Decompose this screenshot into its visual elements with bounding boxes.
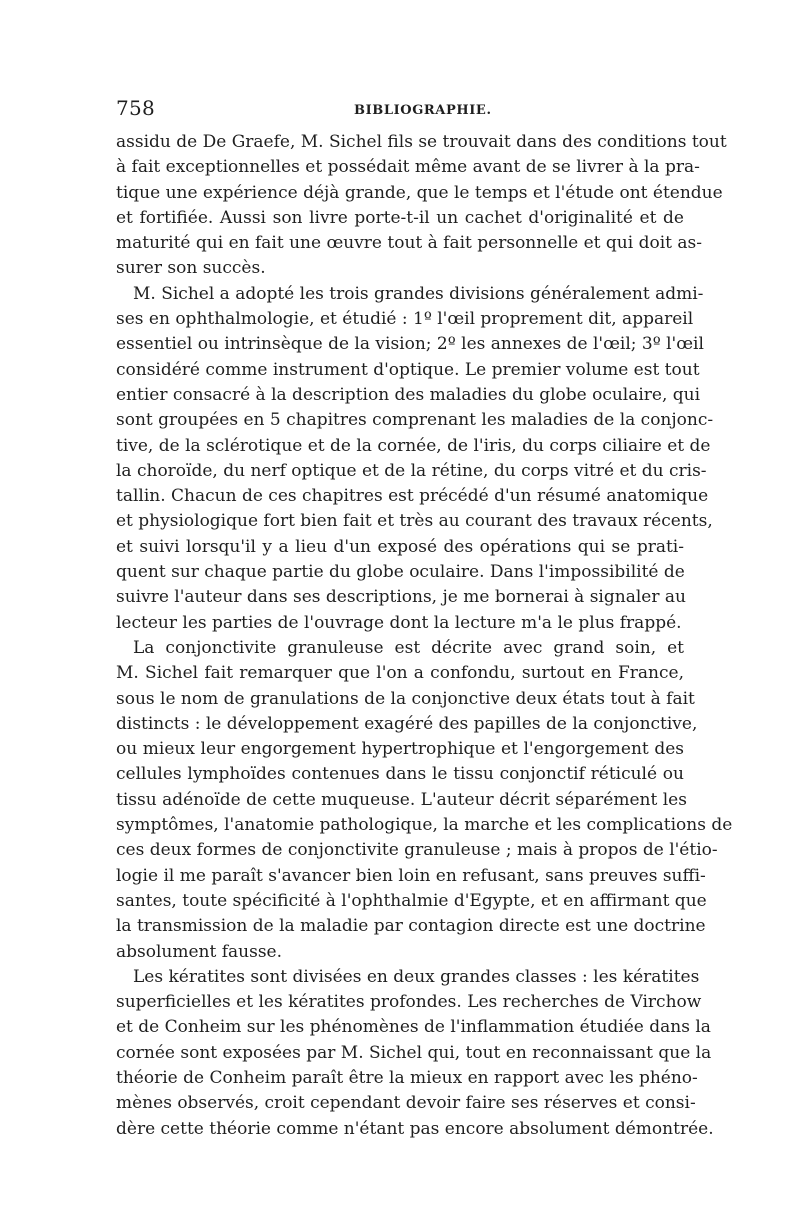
text-line: sous le nom de granulations de la conjonctive deux états tout à fait [116,688,695,709]
text-line: absolument fausse. [116,941,283,962]
text-line: et fortifiée. Aussi son livre porte-t-il un cachet d'originalité et de [116,207,684,228]
text-line: maturité qui en fait une œuvre tout à fait personnelle et qui doit as- [116,233,702,254]
text-line: entier consacré à la description des maladies du globe oculaire, qui [116,384,701,405]
text-line: mènes observés, croit cependant devoir faire ses réserves et consi- [116,1093,696,1114]
text-line: surer son succès. [116,258,266,279]
text-line: dère cette théorie comme n'étant pas encore absolument démontrée. [116,1118,714,1139]
text-line: La conjonctivite granuleuse est décrite avec grand soin, et [133,637,684,658]
text-line: ou mieux leur engorgement hypertrophique et l'engorgement des [116,739,684,760]
text-line: et de Conheim sur les phénomènes de l'inflammation étudiée dans la [116,1017,711,1038]
text-line: tallin. Chacun de ces chapitres est précédé d'un résumé anatomique [116,486,709,507]
text-line: tive, de la sclérotique et de la cornée, de l'iris, du corps ciliaire et de [116,435,711,456]
text-line: cellules lymphoïdes contenues dans le tissu conjonctif réticulé ou [116,764,684,785]
text-line: symptômes, l'anatomie pathologique, la marche et les complications de [116,815,733,836]
text-line: considéré comme instrument d'optique. Le premier volume est tout [116,359,700,380]
text-line: superficielles et les kératites profondes. Les recherches de Virchow [116,992,702,1013]
paragraph-1 [116,130,727,282]
text-line: assidu de De Graefe, M. Sichel fils se trouvait dans des conditions tout [116,132,727,152]
text-line: la transmission de la maladie par contagion directe est une doctrine [116,916,706,937]
text-line: M. Sichel fait remarquer que l'on a confondu, surtout en France, [116,663,684,684]
text-line: lecteur les parties de l'ouvrage dont la lecture m'a le plus frappé. [116,612,682,633]
page-header [116,96,684,130]
book-page [116,96,733,1142]
text-line: santes, toute spécificité à l'ophthalmie d'Egypte, et en affirmant que [116,890,707,911]
text-line: sont groupées en 5 chapitres comprenant les maladies de la conjonc- [116,410,714,431]
text-line: M. Sichel a adopté les trois grandes divisions généralement admi- [133,283,704,304]
text-line: tissu adénoïde de cette muqueuse. L'auteur décrit séparément les [116,789,687,810]
text-line: ses en ophthalmologie, et étudié : 1º l'œil proprement dit, appareil [116,309,694,330]
text-line: cornée sont exposées par M. Sichel qui, tout en reconnaissant que la [116,1042,712,1063]
text-line: essentiel ou intrinsèque de la vision; 2º les annexes de l'œil; 3º l'œil [116,334,704,355]
text-line: distincts : le développement exagéré des papilles de la conjonctive, [116,713,698,734]
running-head: BIBLIOGRAPHIE. [354,103,492,118]
text-line: théorie de Conheim paraît être la mieux en rapport avec les phéno- [116,1067,698,1088]
text-line: logie il me paraît s'avancer bien loin en refusant, sans preuves suffi- [116,865,706,886]
text-line: à fait exceptionnelles et possédait même avant de se livrer à la pra- [116,157,700,178]
paragraph-4 [116,965,714,1142]
text-line: et suivi lorsqu'il y a lieu d'un exposé des opérations qui se prati- [116,536,684,557]
text-line: suivre l'auteur dans ses descriptions, je me bornerai à signaler au [116,587,686,608]
paragraph-2 [116,282,714,636]
text-line: tique une expérience déjà grande, que le temps et l'étude ont étendue [116,182,723,203]
page-body [116,130,733,1142]
text-line: Les kératites sont divisées en deux grandes classes : les kératites [133,966,700,987]
text-line: ces deux formes de conjonctivite granuleuse ; mais à propos de l'étio- [116,840,718,861]
text-line: la choroïde, du nerf optique et de la rétine, du corps vitré et du cris- [116,460,707,481]
page-number: 758 [116,96,156,120]
text-line: et physiologique fort bien fait et très au courant des travaux récents, [116,511,713,532]
text-line: quent sur chaque partie du globe oculaire. Dans l'impossibilité de [116,562,685,583]
paragraph-3 [116,636,733,965]
